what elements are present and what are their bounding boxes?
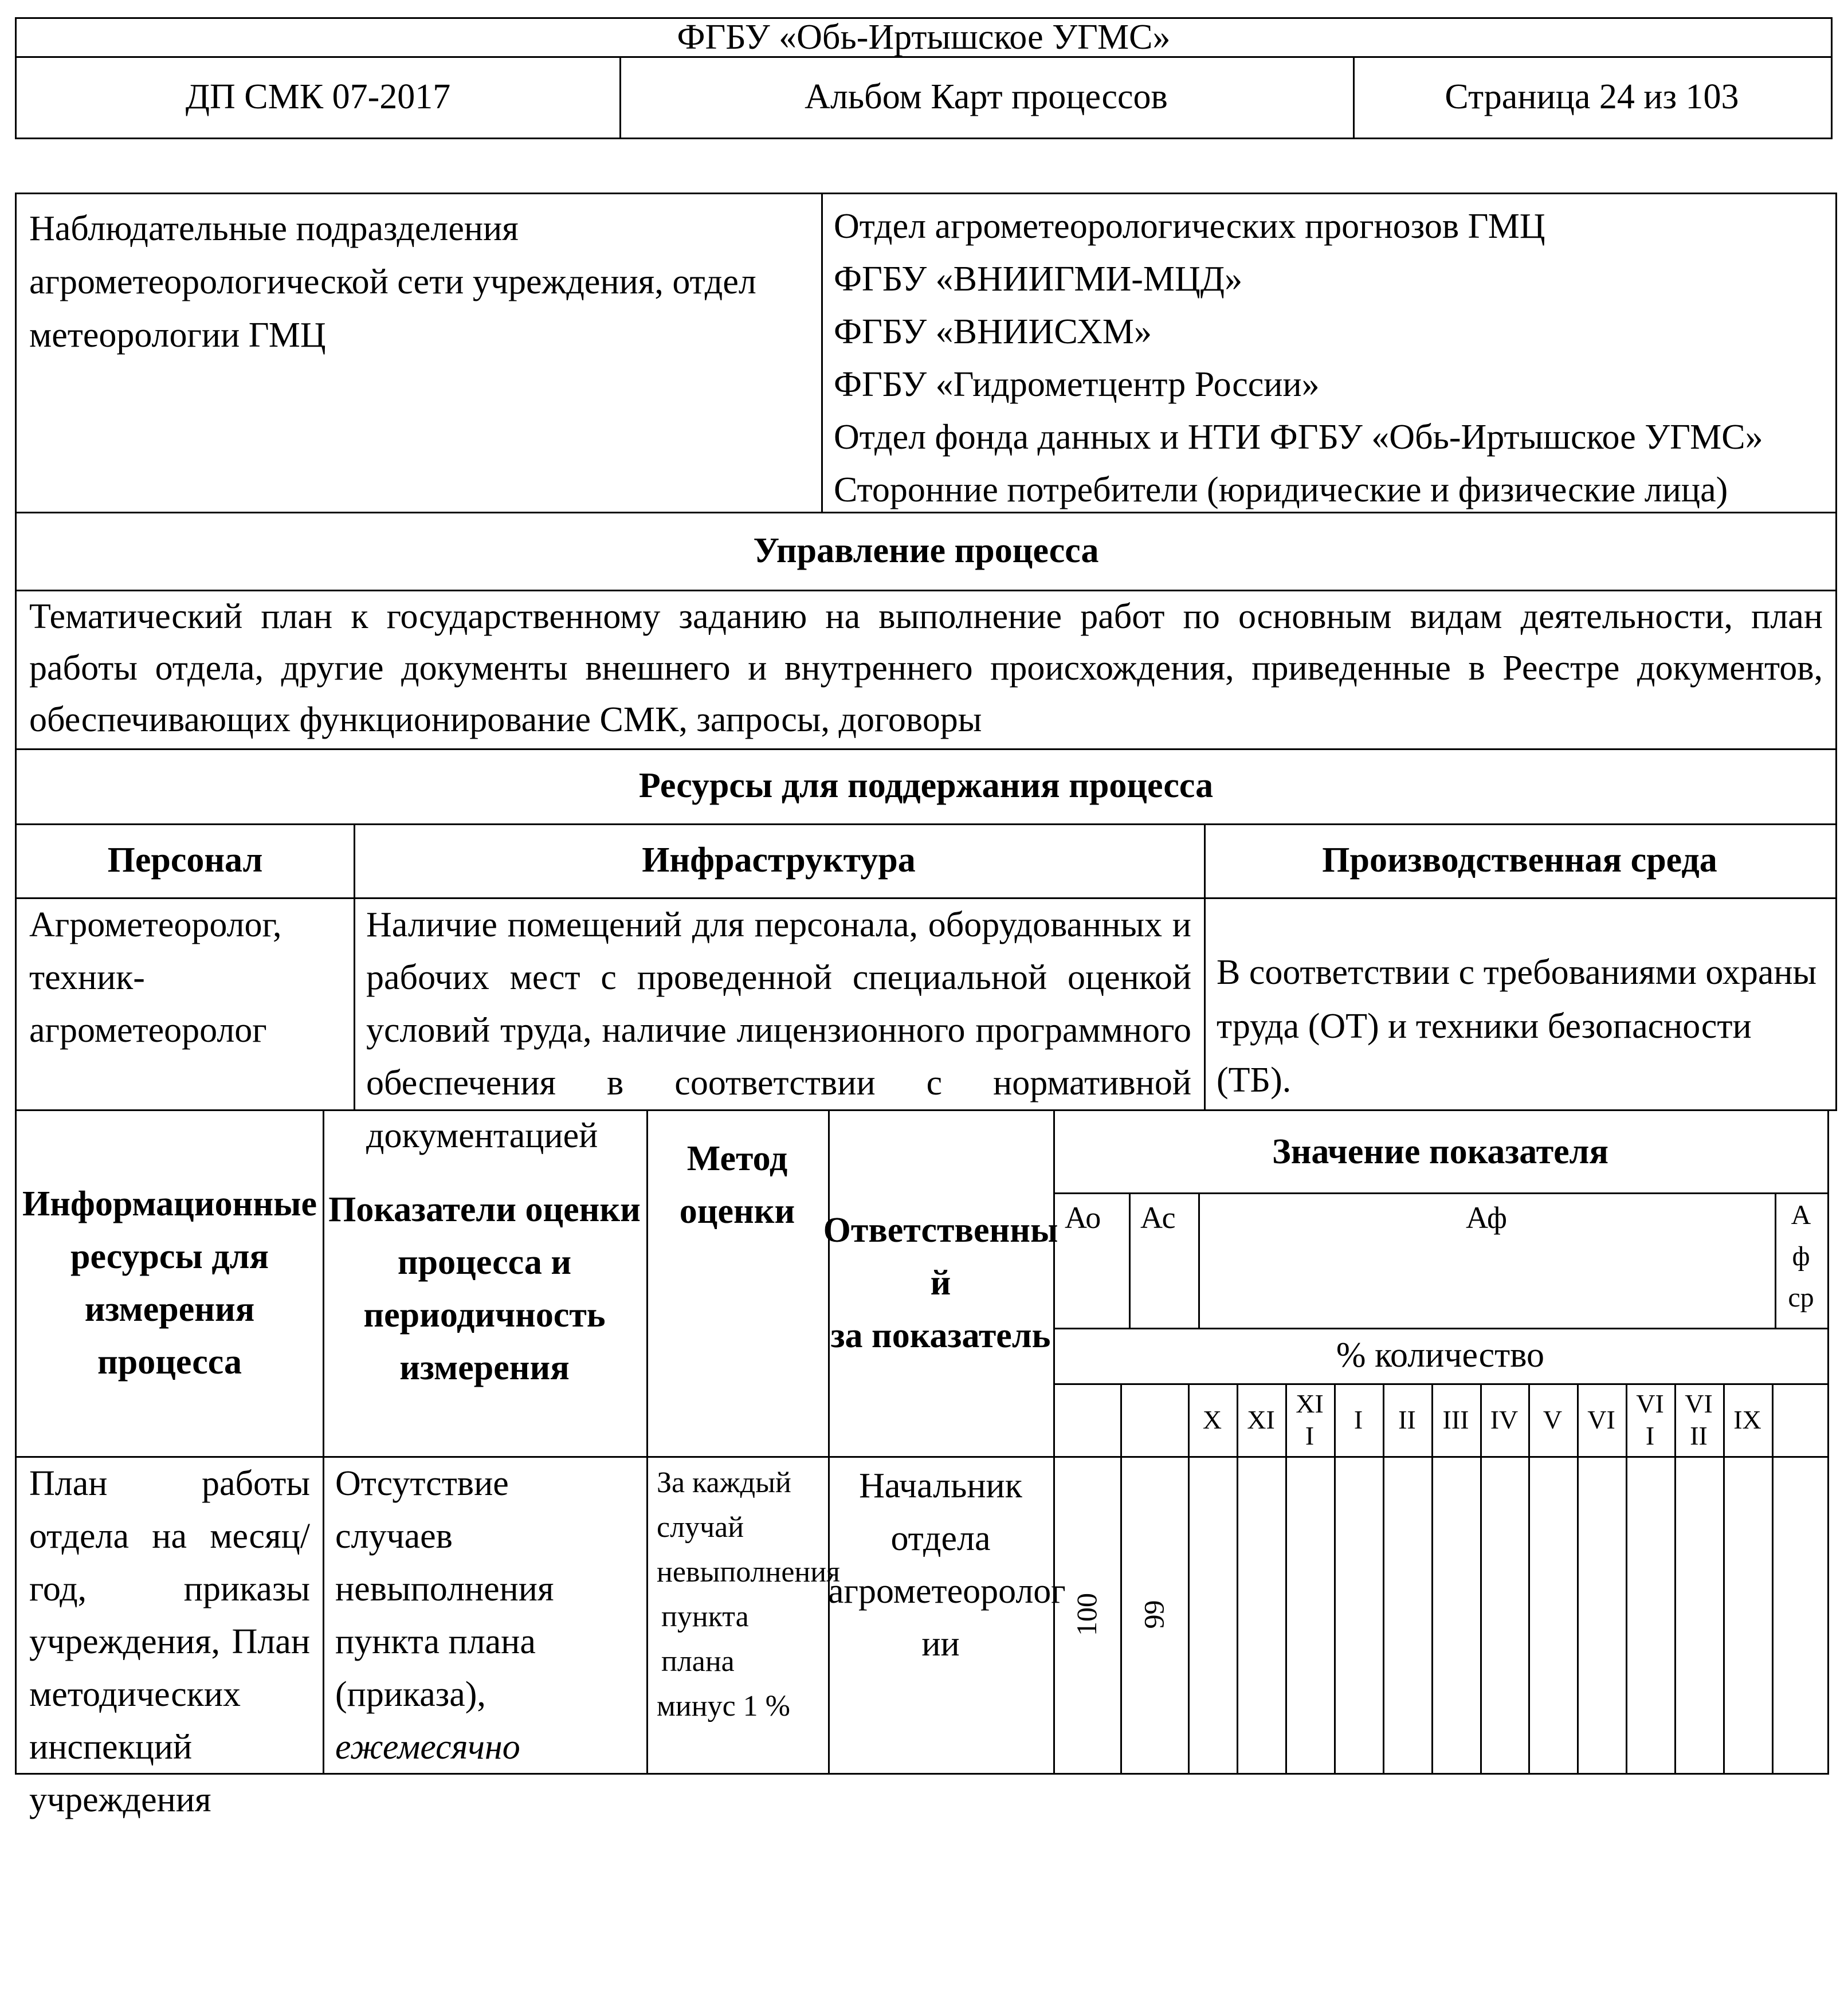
ao-subcell bbox=[1053, 1383, 1122, 1458]
consumer-item: Отдел агрометеорологических прогнозов ГМЦ bbox=[834, 207, 1545, 246]
month-label-part: VI bbox=[1636, 1389, 1664, 1419]
month-label-part: X bbox=[1202, 1404, 1222, 1434]
ac-subcell bbox=[1120, 1383, 1190, 1458]
month-value-cell bbox=[1528, 1456, 1579, 1775]
month-label-part: IX bbox=[1733, 1404, 1761, 1434]
month-header-cell bbox=[1528, 1383, 1579, 1458]
responsible-line: Начальник bbox=[859, 1466, 1022, 1505]
month-label-part: IV bbox=[1490, 1404, 1519, 1434]
resources-title-cell bbox=[15, 748, 1837, 825]
month-label-part: XI bbox=[1247, 1404, 1275, 1434]
indicators-header-line: периодичность bbox=[363, 1295, 606, 1335]
responsible-line: ии bbox=[921, 1625, 960, 1663]
responsible-cell bbox=[828, 1456, 1066, 1775]
month-label bbox=[1296, 1388, 1324, 1451]
responsible-line: агрометеоролог bbox=[828, 1572, 1066, 1611]
infrastructure-header: Инфраструктура bbox=[642, 841, 916, 880]
af-label: Аф bbox=[1466, 1200, 1507, 1235]
infrastructure-text: Наличие помещений для персонала, оборудованных и рабочих мест с проведенной специальной оценкой условий труда, наличие лицензионного программного обеспечения в соответствии с нормативной документацией bbox=[366, 905, 1191, 1155]
month-label-part: VI bbox=[1587, 1404, 1615, 1434]
resources-title: Ресурсы для поддержания процесса bbox=[638, 766, 1214, 805]
method-line: невыполнения bbox=[657, 1556, 840, 1588]
month-label-part: II bbox=[1398, 1404, 1416, 1434]
method-line: пункта плана bbox=[661, 1600, 749, 1678]
method-header-line: Метод bbox=[686, 1139, 788, 1178]
month-header-cell bbox=[1188, 1383, 1238, 1458]
month-value-cell bbox=[1723, 1456, 1774, 1775]
month-label-part: I bbox=[1305, 1421, 1315, 1450]
month-label bbox=[1685, 1388, 1713, 1451]
ao-value-cell bbox=[1053, 1456, 1122, 1775]
environment-header: Производственная среда bbox=[1322, 841, 1717, 880]
personnel-header: Персонал bbox=[107, 841, 263, 880]
consumer-item: ФГБУ «Гидрометцентр России» bbox=[834, 365, 1320, 404]
header-album bbox=[619, 56, 1355, 139]
consumer-item: Сторонние потребители (юридические и физические лица) bbox=[834, 470, 1728, 509]
month-header-cell bbox=[1431, 1383, 1482, 1458]
month-header-cell bbox=[1577, 1383, 1627, 1458]
org-name: ФГБУ «Обь-Иртышское УГМС» bbox=[677, 18, 1171, 57]
month-label bbox=[1203, 1404, 1222, 1435]
month-header-cell bbox=[1383, 1383, 1433, 1458]
consumers-cell bbox=[821, 193, 1837, 513]
info-header-line: ресурсы для bbox=[70, 1237, 269, 1276]
af-avg-line: ср bbox=[1788, 1282, 1814, 1313]
month-label-part: II bbox=[1690, 1421, 1708, 1450]
method-line: минус 1 % bbox=[657, 1690, 790, 1722]
personnel-line: техник-агрометеоролог bbox=[29, 958, 267, 1050]
ac-label: Ас bbox=[1140, 1200, 1176, 1235]
month-label bbox=[1733, 1404, 1761, 1435]
environment-cell bbox=[1204, 897, 1837, 1111]
indicator-cell bbox=[323, 1456, 648, 1775]
indicator-text: Отсутствие случаев невыполнения пункта плана (приказа), bbox=[335, 1464, 554, 1714]
info-resources-cell bbox=[15, 1456, 324, 1819]
method-cell bbox=[646, 1456, 840, 1775]
infrastructure-cell bbox=[354, 897, 1206, 1155]
header-doc-code bbox=[15, 56, 621, 139]
af-avg-line: ф bbox=[1792, 1241, 1810, 1272]
ac-value: 99 bbox=[1137, 1600, 1170, 1629]
af-header bbox=[1198, 1192, 1776, 1329]
album-title: Альбом Карт процессов bbox=[805, 77, 1168, 116]
method-header-line: оценки bbox=[679, 1192, 795, 1231]
month-label-part: V bbox=[1543, 1404, 1563, 1434]
value-header bbox=[1053, 1109, 1829, 1194]
responsible-header-line: Ответственны bbox=[823, 1210, 1058, 1250]
page-number: Страница 24 из 103 bbox=[1445, 77, 1739, 116]
month-label bbox=[1398, 1404, 1416, 1435]
month-label-part: XI bbox=[1296, 1389, 1324, 1419]
ao-value: 100 bbox=[1070, 1593, 1102, 1636]
management-title-cell bbox=[15, 512, 1837, 591]
month-value-cell bbox=[1577, 1456, 1627, 1775]
indicator-period: ежемесячно bbox=[335, 1728, 520, 1767]
personnel-line: Агрометеоролог, bbox=[29, 905, 282, 944]
responsible-header-line: за показатель bbox=[830, 1316, 1051, 1355]
af-avg-header bbox=[1775, 1192, 1829, 1329]
avg-value-cell bbox=[1770, 1456, 1829, 1775]
af-avg-line: А bbox=[1791, 1200, 1811, 1230]
consumer-item: ФГБУ «ВНИИГМИ-МЦД» bbox=[834, 260, 1243, 299]
consumer-item: ФГБУ «ВНИИСХМ» bbox=[834, 312, 1152, 351]
suppliers-cell bbox=[15, 193, 823, 513]
header-page bbox=[1353, 56, 1833, 139]
month-value-cell bbox=[1334, 1456, 1384, 1775]
month-value-cell bbox=[1237, 1456, 1287, 1775]
info-resources-header bbox=[15, 1109, 324, 1458]
month-header-cell bbox=[1723, 1383, 1774, 1458]
method-line: За каждый bbox=[657, 1466, 791, 1499]
month-label bbox=[1636, 1388, 1664, 1451]
avg-subcell bbox=[1770, 1383, 1829, 1458]
month-value-cell bbox=[1674, 1456, 1725, 1775]
infrastructure-header-cell bbox=[354, 823, 1206, 899]
indicators-header-line: измерения bbox=[399, 1348, 570, 1387]
month-header-cell bbox=[1626, 1383, 1676, 1458]
suppliers-text: Наблюдательные подразделения агрометеорологической сети учреждения, отдел метеорологии ГМЦ bbox=[29, 209, 756, 355]
quantity-label: % количество bbox=[1336, 1336, 1545, 1375]
month-label-part: I bbox=[1645, 1421, 1655, 1450]
responsible-header-line: й bbox=[930, 1263, 951, 1302]
month-label bbox=[1247, 1404, 1275, 1435]
month-label-part: VI bbox=[1685, 1389, 1713, 1419]
environment-text: В соответствии с требованиями охраны труда (ОТ) и техники безопасности (ТБ). bbox=[1217, 953, 1817, 1100]
month-value-cell bbox=[1480, 1456, 1530, 1775]
management-text-cell bbox=[15, 590, 1837, 750]
responsible-header bbox=[823, 1109, 1058, 1458]
month-value-cell bbox=[1188, 1456, 1238, 1775]
indicators-header-line: процесса и bbox=[397, 1242, 572, 1282]
month-header-cell bbox=[1334, 1383, 1384, 1458]
indicators-header-line: Показатели оценки bbox=[328, 1190, 641, 1229]
consumer-item: Отдел фонда данных и НТИ ФГБУ «Обь-Иртышское УГМС» bbox=[834, 418, 1763, 457]
info-header-line: Информационные bbox=[22, 1184, 317, 1223]
ac-header bbox=[1129, 1192, 1200, 1329]
ao-header bbox=[1053, 1192, 1131, 1329]
month-value-cell bbox=[1431, 1456, 1482, 1775]
month-label bbox=[1443, 1404, 1469, 1435]
info-resources-text: План работы отдела на месяц/год, приказы учреждения, План методических инспекций учреждения bbox=[29, 1464, 310, 1819]
month-label bbox=[1354, 1404, 1363, 1435]
info-header-line: измерения процесса bbox=[84, 1289, 255, 1382]
method-header bbox=[646, 1109, 830, 1458]
management-title: Управление процесса bbox=[753, 531, 1099, 570]
month-header-cell bbox=[1674, 1383, 1725, 1458]
month-header-cell bbox=[1285, 1383, 1336, 1458]
responsible-line: отдела bbox=[890, 1519, 991, 1558]
ao-label: Ао bbox=[1065, 1200, 1101, 1235]
month-label-part: I bbox=[1353, 1404, 1363, 1434]
month-value-cell bbox=[1626, 1456, 1676, 1775]
header-org bbox=[15, 17, 1833, 58]
environment-header-cell bbox=[1204, 823, 1837, 899]
month-label bbox=[1490, 1404, 1519, 1435]
management-text: Тематический план к государственному заданию на выполнение работ по основным видам деятельности, план работы отдела, другие документы внешнего и внутреннего происхождения, приведенные в Реестре документов, обеспечивающих функционирование СМК, запросы, договоры bbox=[29, 597, 1823, 739]
quantity-header bbox=[1053, 1328, 1829, 1385]
month-value-cell bbox=[1285, 1456, 1336, 1775]
method-line: случай bbox=[657, 1511, 744, 1544]
month-header-cell bbox=[1480, 1383, 1530, 1458]
month-label-part: III bbox=[1442, 1404, 1469, 1434]
month-header-cell bbox=[1237, 1383, 1287, 1458]
month-value-cell bbox=[1383, 1456, 1433, 1775]
month-label bbox=[1587, 1404, 1615, 1435]
indicators-header bbox=[323, 1109, 648, 1458]
month-label bbox=[1543, 1404, 1562, 1435]
personnel-cell bbox=[15, 897, 355, 1111]
ac-value-cell bbox=[1120, 1456, 1190, 1775]
doc-code: ДП СМК 07-2017 bbox=[185, 77, 451, 116]
value-header-text: Значение показателя bbox=[1272, 1132, 1609, 1171]
personnel-header-cell bbox=[15, 823, 355, 899]
